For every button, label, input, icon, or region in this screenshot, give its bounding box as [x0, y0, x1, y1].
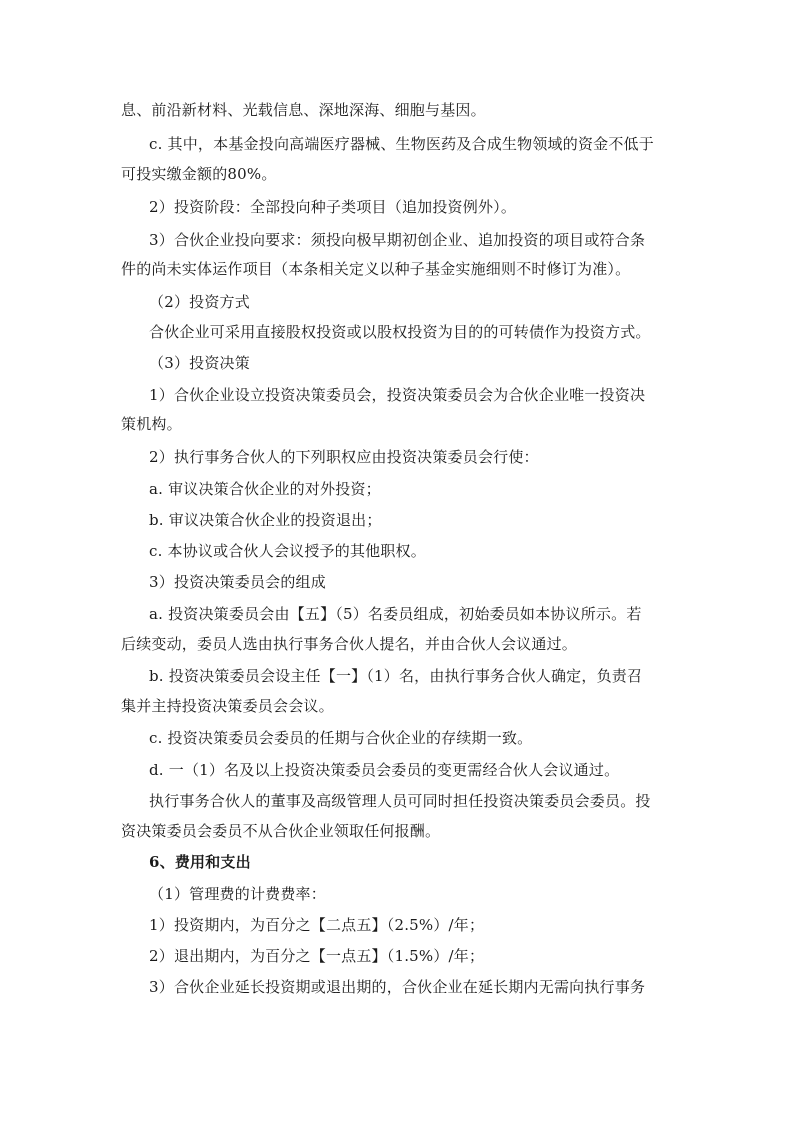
text-line-29: 3）合伙企业延长投资期或退出期的，合伙企业在延长期内无需向执行事务: [149, 978, 646, 996]
text-line-5: 3）合伙企业投向要求：须投向极早期初创企业、追加投资的项目或符合条: [149, 231, 646, 249]
text-line-12: 2）执行事务合伙人的下列职权应由投资决策委员会行使：: [149, 448, 539, 466]
text-line-1: 息、前沿新材料、光载信息、深地深海、细胞与基因。: [121, 101, 486, 119]
text-line-6: 件的尚未实体运作项目（本条相关定义以种子基金实施细则不时修订为准）。: [121, 260, 631, 278]
text-line-18: 后续变动，委员人选由执行事务合伙人提名，并由合伙人会议通过。: [121, 635, 578, 653]
text-line-24: 资决策委员会委员不从合伙企业领取任何报酬。: [121, 822, 441, 840]
section-heading-investment-decision: （3）投资决策: [149, 354, 250, 372]
section-heading-fees-expenses: 6、费用和支出: [149, 853, 251, 871]
text-line-27: 1）投资期内，为百分之【二点五】（2.5%）/年；: [149, 916, 485, 934]
text-line-3: 可投实缴金额的80%。: [121, 165, 277, 183]
text-line-16: 3）投资决策委员会的组成: [149, 573, 326, 591]
text-line-21: c. 投资决策委员会委员的任期与合伙企业的存续期一致。: [149, 729, 533, 747]
text-line-22: d. 一（1）名及以上投资决策委员会委员的变更需经合伙人会议通过。: [149, 761, 620, 779]
text-line-15: c. 本协议或合伙人会议授予的其他职权。: [149, 542, 426, 560]
section-heading-management-fee-rate: （1）管理费的计费费率：: [149, 885, 326, 903]
text-line-20: 集并主持投资决策委员会会议。: [121, 697, 334, 715]
text-line-8: 合伙企业可采用直接股权投资或以股权投资为目的的可转债作为投资方式。: [149, 323, 651, 341]
text-line-23: 执行事务合伙人的董事及高级管理人员可同时担任投资决策委员会委员。投: [149, 792, 651, 810]
text-line-13: a. 审议决策合伙企业的对外投资；: [149, 480, 381, 498]
text-line-11: 策机构。: [121, 415, 182, 433]
text-line-14: b. 审议决策合伙企业的投资退出；: [149, 511, 382, 529]
text-line-2: c. 其中，本基金投向高端医疗器械、生物医药及合成生物领域的资金不低于: [149, 135, 654, 153]
text-line-10: 1）合伙企业设立投资决策委员会，投资决策委员会为合伙企业唯一投资决: [149, 386, 646, 404]
text-line-28: 2）退出期内，为百分之【一点五】（1.5%）/年；: [149, 947, 485, 965]
text-line-17: a. 投资决策委员会由【五】（5）名委员组成，初始委员如本协议所示。若: [149, 605, 642, 623]
section-heading-investment-method: （2）投资方式: [149, 293, 250, 311]
text-line-4: 2）投资阶段：全部投向种子类项目（追加投资例外）。: [149, 198, 517, 216]
text-line-19: b. 投资决策委员会设主任【一】（1）名，由执行事务合伙人确定，负责召: [149, 667, 643, 685]
